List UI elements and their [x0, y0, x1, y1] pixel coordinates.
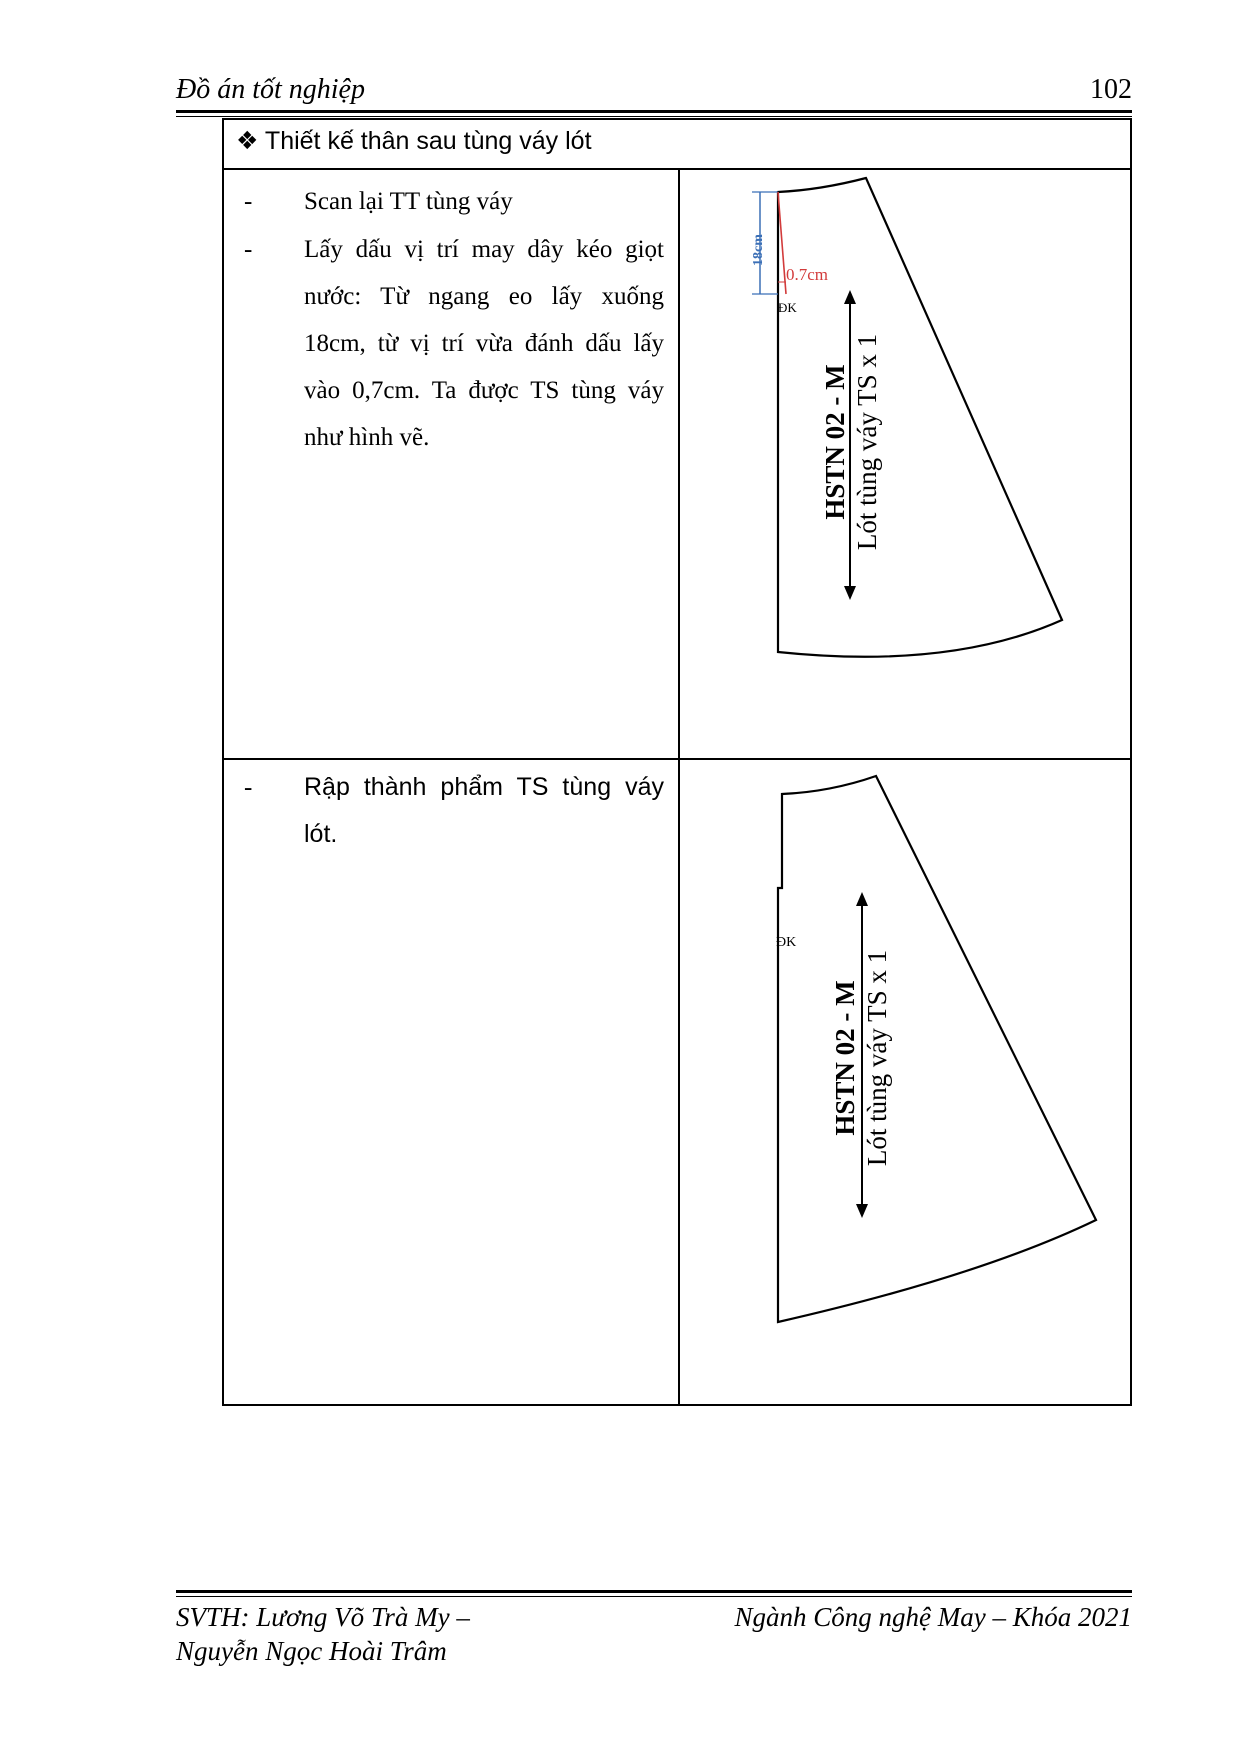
page-number: 102 [1090, 74, 1132, 105]
footer-rule-thin [176, 1596, 1132, 1597]
dimension-label-18cm: 18cm [751, 234, 766, 266]
student-names-line1: SVTH: Lương Võ Trà My – [176, 1602, 470, 1632]
pattern-desc-label: Lót tùng váy TS x 1 [852, 333, 882, 551]
diamond-bullet-icon: ❖ [236, 127, 259, 155]
mark-label: ĐK [776, 935, 797, 950]
footer-rule [176, 1590, 1132, 1593]
mark-label: ĐK [778, 300, 797, 315]
table-row [224, 760, 1130, 1404]
arrow-down-icon [844, 586, 856, 600]
list-item [244, 764, 664, 858]
list-dash: - [244, 236, 253, 263]
design-table [222, 118, 1132, 1406]
dimension-label-offset: 0.7cm [786, 265, 829, 284]
pattern-code-label: HSTN 02 - M [830, 980, 860, 1136]
section-heading [236, 126, 592, 156]
list-dash: - [244, 188, 253, 215]
header-rule [176, 110, 1132, 113]
document-title: Đồ án tốt nghiệp [176, 74, 365, 105]
page-header [176, 72, 1132, 112]
list-dash: - [244, 774, 253, 801]
back-skirt-lining-pattern [680, 170, 1130, 756]
pattern-code-label: HSTN 02 - M [820, 364, 850, 520]
step-text: Lấy dấu vị trí may dây kéo giọt nước: Từ ngang eo lấy xuống 18cm, từ vị trí vừa đánh dấu lấy vào 0,7cm. Ta được TS tùng váy như hình vẽ. [304, 236, 664, 451]
finished-back-skirt-lining-pattern [680, 760, 1130, 1404]
pattern-desc-label: Lót tùng váy TS x 1 [862, 949, 892, 1167]
zipper-offset-line [778, 192, 786, 294]
page-footer [176, 1590, 1132, 1710]
step-text: Scan lại TT tùng váy [304, 188, 513, 215]
header-rule-thin [176, 116, 1132, 117]
pattern-outline [778, 776, 1096, 1322]
arrow-up-icon [844, 290, 856, 304]
table-row [224, 170, 1130, 760]
list-item [244, 178, 664, 225]
step-text: Rập thành phẩm TS tùng váy lót. [304, 773, 664, 848]
student-names-line2: Nguyễn Ngọc Hoài Trâm [176, 1636, 447, 1666]
arrow-up-icon [856, 892, 868, 906]
list-item [244, 226, 664, 461]
pattern-cell [680, 760, 1130, 1404]
section-heading-row [224, 120, 1130, 170]
section-heading-text: Thiết kế thân sau tùng váy lót [264, 127, 592, 155]
major-and-class: Ngành Công nghệ May – Khóa 2021 [734, 1602, 1132, 1632]
pattern-cell [680, 170, 1130, 758]
arrow-down-icon [856, 1204, 868, 1218]
instruction-cell [224, 170, 680, 758]
instruction-cell [224, 760, 680, 1404]
